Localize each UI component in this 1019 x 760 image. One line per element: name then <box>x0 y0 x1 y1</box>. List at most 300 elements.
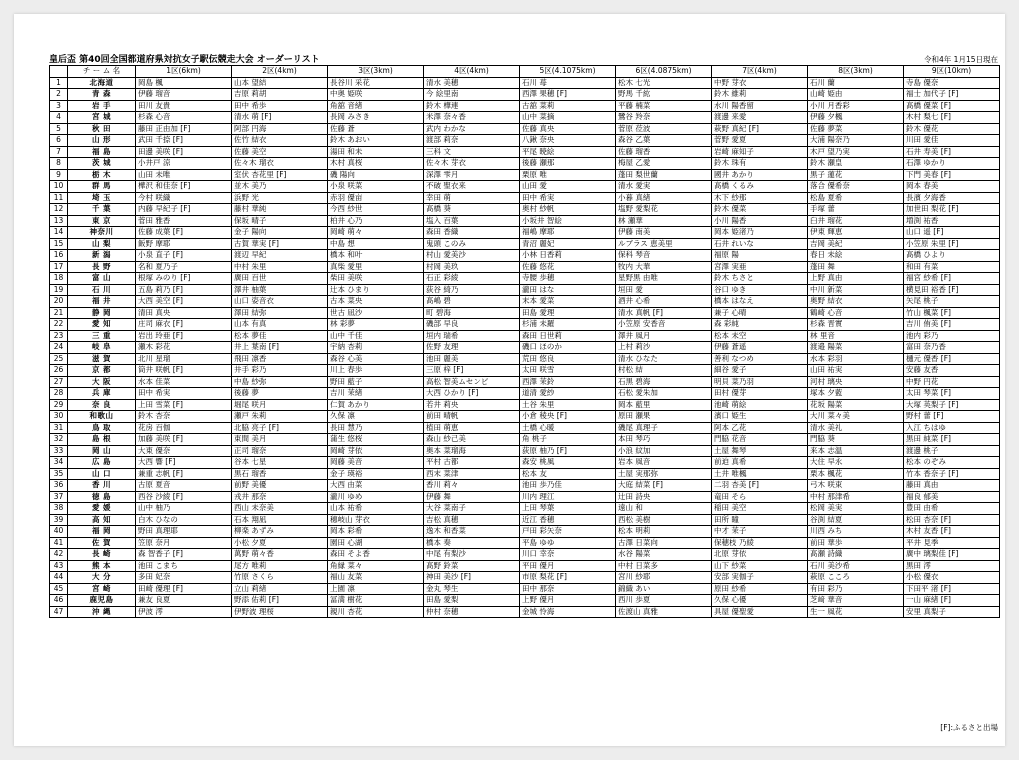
runner-leg-5: 角 桃子 <box>520 434 616 446</box>
runner-leg-6: 村松 結 <box>616 365 712 377</box>
runner-leg-2: 保坂 晴子 <box>232 215 328 227</box>
runner-leg-5: 西澤 果穂 [F] <box>520 89 616 101</box>
runner-leg-6: 菅原 莅波 <box>616 123 712 135</box>
runner-leg-6: 岡本 藍里 <box>616 399 712 411</box>
runner-leg-2: 小松 夕夏 <box>232 537 328 549</box>
runner-leg-9: 鈴木 優花 <box>904 123 1000 135</box>
runner-leg-9: 木村 友香 [F] <box>904 526 1000 538</box>
runner-leg-3: 岡本 彩希 <box>328 526 424 538</box>
runner-leg-6: 梅屋 乙愛 <box>616 158 712 170</box>
runner-leg-8: 石川 蘭 <box>808 77 904 89</box>
runner-leg-3: 磯 陽向 <box>328 169 424 181</box>
runner-leg-7: 菅野 愛夏 <box>712 135 808 147</box>
runner-leg-1: 笠原 奈月 <box>136 537 232 549</box>
runner-leg-7: 森 彩純 <box>712 319 808 331</box>
runner-leg-9: 寺島 優奈 <box>904 77 1000 89</box>
runner-leg-9: 渡邊 桃子 <box>904 445 1000 457</box>
runner-leg-4: 髙嶋 碧 <box>424 296 520 308</box>
row-number: 37 <box>50 491 68 503</box>
runner-leg-5: 西澤 茉鈴 <box>520 376 616 388</box>
runner-leg-6: 宮川 紗耶 <box>616 572 712 584</box>
row-number: 38 <box>50 503 68 515</box>
runner-leg-7: 善利 なつめ <box>712 353 808 365</box>
runner-leg-5: 平田 優月 <box>520 560 616 572</box>
table-row <box>50 215 1000 227</box>
runner-leg-1: 庄司 麻衣 [F] <box>136 319 232 331</box>
row-number: 18 <box>50 273 68 285</box>
runner-leg-8: 萩原 こころ <box>808 572 904 584</box>
table-header-row <box>50 66 1000 78</box>
runner-leg-9: 太田 琴菜 [F] <box>904 388 1000 400</box>
runner-leg-6: 鷺谷 羚奈 <box>616 112 712 124</box>
runner-leg-6: 星野黒 由唯 <box>616 273 712 285</box>
runner-leg-6: 辻田 詩央 <box>616 491 712 503</box>
runner-leg-9: 豊田 由希 <box>904 503 1000 515</box>
runner-leg-2: 山本 望結 <box>232 77 328 89</box>
runner-leg-4: 塩入 百葉 <box>424 215 520 227</box>
runner-leg-5: 杉浦 未羅 <box>520 319 616 331</box>
team-name: 愛 媛 <box>68 503 136 515</box>
runner-leg-9: 安藤 友香 <box>904 365 1000 377</box>
runner-leg-7: 山下 紗菜 <box>712 560 808 572</box>
table-row <box>50 307 1000 319</box>
runner-leg-8: 松岡 美実 <box>808 503 904 515</box>
table-row <box>50 204 1000 216</box>
runner-leg-2: 清水 萌 [F] <box>232 112 328 124</box>
runner-leg-1: 飯野 摩耶 <box>136 238 232 250</box>
runner-leg-4: 香川 莉々 <box>424 480 520 492</box>
runner-leg-1: 田川 友貴 <box>136 100 232 112</box>
runner-leg-6: 酒井 心希 <box>616 296 712 308</box>
runner-leg-4: 鬼頭 このみ <box>424 238 520 250</box>
team-name: 香 川 <box>68 480 136 492</box>
runner-leg-4: 深澤 雫月 <box>424 169 520 181</box>
row-number: 3 <box>50 100 68 112</box>
runner-leg-3: 柏井 心乃 <box>328 215 424 227</box>
runner-leg-4: 金丸 琴生 <box>424 583 520 595</box>
runner-leg-5: 太田 咲雪 <box>520 365 616 377</box>
runner-leg-1: 白木 ひなの <box>136 514 232 526</box>
header-leg-1: 1区(6km) <box>136 66 232 78</box>
team-name: 大 阪 <box>68 376 136 388</box>
runner-leg-3: 角縁 菜々 <box>328 560 424 572</box>
runner-leg-2: 田中 希歩 <box>232 100 328 112</box>
team-name: 千 葉 <box>68 204 136 216</box>
row-number: 11 <box>50 192 68 204</box>
runner-leg-8: 小川 月香彩 <box>808 100 904 112</box>
table-row <box>50 503 1000 515</box>
runner-leg-9: 安里 真梨子 <box>904 606 1000 618</box>
runner-leg-5: 寺腰 歩穂 <box>520 273 616 285</box>
team-name: 岐 阜 <box>68 342 136 354</box>
runner-leg-5: 佐藤 真央 <box>520 123 616 135</box>
runner-leg-5: 佐藤 悠花 <box>520 261 616 273</box>
runner-leg-8: 臼井 瑠花 <box>808 215 904 227</box>
runner-leg-7: 原田 紗希 <box>712 583 808 595</box>
table-row <box>50 411 1000 423</box>
table-row <box>50 572 1000 584</box>
table-row <box>50 181 1000 193</box>
runner-leg-4: 橋本 奏 <box>424 537 520 549</box>
runner-leg-8: 佐藤 夢菜 <box>808 123 904 135</box>
row-number: 19 <box>50 284 68 296</box>
runner-leg-6: 遠山 和 <box>616 503 712 515</box>
runner-leg-4: 幸田 萌 <box>424 192 520 204</box>
row-number: 24 <box>50 342 68 354</box>
runner-leg-4: 池田 麗美 <box>424 353 520 365</box>
runner-leg-2: 佐竹 結衣 <box>232 135 328 147</box>
table-row <box>50 468 1000 480</box>
runner-leg-4: 大谷 菜南子 <box>424 503 520 515</box>
runner-leg-3: 橋本 和叶 <box>328 250 424 262</box>
runner-leg-5: 小林 日香莉 <box>520 250 616 262</box>
runner-leg-3: 佐藤 蒼 <box>328 123 424 135</box>
runner-leg-4: 中尾 有梨沙 <box>424 549 520 561</box>
runner-leg-8: 弓木 咲束 <box>808 480 904 492</box>
runner-leg-4: 吉松 真穂 <box>424 514 520 526</box>
runner-leg-6: 清水 真帆 [F] <box>616 307 712 319</box>
runner-leg-1: 瀬木 彩花 <box>136 342 232 354</box>
runner-leg-9: 和田 有菜 <box>904 261 1000 273</box>
team-name: 熊 本 <box>68 560 136 572</box>
runner-leg-9: 小笠原 朱里 [F] <box>904 238 1000 250</box>
runner-leg-2: 瀬戸 朱莉 <box>232 411 328 423</box>
runner-leg-9: 吉川 侑美 [F] <box>904 319 1000 331</box>
runner-leg-2: 立山 莉緒 <box>232 583 328 595</box>
runner-leg-5: 小坂井 智絵 <box>520 215 616 227</box>
runner-leg-1: 小井戸 涼 <box>136 158 232 170</box>
runner-leg-2: 金子 陽向 <box>232 227 328 239</box>
runner-leg-7: 石井 れいな <box>712 238 808 250</box>
row-number: 31 <box>50 422 68 434</box>
runner-leg-5: 森安 桃風 <box>520 457 616 469</box>
runner-leg-3: 中奥 姫咲 <box>328 89 424 101</box>
runner-leg-9: 下門 美春 [F] <box>904 169 1000 181</box>
runner-leg-5: 道清 愛紗 <box>520 388 616 400</box>
runner-leg-3: 吉川 茉緒 <box>328 388 424 400</box>
team-name: 鹿児島 <box>68 595 136 607</box>
runner-leg-4: 清水 美穂 <box>424 77 520 89</box>
runner-leg-6: 小暮 真緒 <box>616 192 712 204</box>
runner-leg-2: 山口 姿音衣 <box>232 296 328 308</box>
runner-leg-3: 親川 杏花 <box>328 606 424 618</box>
runner-leg-4: 村山 愛美沙 <box>424 250 520 262</box>
runner-leg-1: 根塚 みのり [F] <box>136 273 232 285</box>
table-row <box>50 330 1000 342</box>
team-name: 京 都 <box>68 365 136 377</box>
team-name: 岩 手 <box>68 100 136 112</box>
runner-leg-8: 伊東 輝恵 <box>808 227 904 239</box>
runner-leg-3: 鈴木 あおい <box>328 135 424 147</box>
runner-leg-7: 稲田 美空 <box>712 503 808 515</box>
runner-leg-2: 中村 朱里 <box>232 261 328 273</box>
runner-leg-8: 栗本 楓花 <box>808 468 904 480</box>
runner-leg-9: 平井 見季 <box>904 537 1000 549</box>
runner-leg-4: 米澤 奈々香 <box>424 112 520 124</box>
runner-leg-5: 戸田 彩矢奈 <box>520 526 616 538</box>
runner-leg-9: 中野 円花 <box>904 376 1000 388</box>
runner-leg-9: 加世田 梨花 [F] <box>904 204 1000 216</box>
runner-leg-4: 佐々木 芽衣 <box>424 158 520 170</box>
table-row <box>50 491 1000 503</box>
runner-leg-7: 福原 陽 <box>712 250 808 262</box>
team-name: 秋 田 <box>68 123 136 135</box>
runner-leg-8: 上野 真由 <box>808 273 904 285</box>
runner-leg-7: 具屋 優聖愛 <box>712 606 808 618</box>
table-row <box>50 549 1000 561</box>
team-name: 長 崎 <box>68 549 136 561</box>
team-name: 東 京 <box>68 215 136 227</box>
runner-leg-9: 矢尾 桃子 <box>904 296 1000 308</box>
runner-leg-9: 黒田 純菜 [F] <box>904 434 1000 446</box>
runner-leg-6: 松本 明莉 <box>616 526 712 538</box>
runner-leg-1: 大西 美空 [F] <box>136 296 232 308</box>
team-name: 長 野 <box>68 261 136 273</box>
runner-leg-2: 飛田 凛香 <box>232 353 328 365</box>
runner-leg-6: 土屋 実那弥 <box>616 468 712 480</box>
runner-leg-2: 佐藤 美空 <box>232 146 328 158</box>
runner-leg-6: 塩野 愛梨花 <box>616 204 712 216</box>
runner-leg-6: 佐渡山 真雅 <box>616 606 712 618</box>
runner-leg-3: 森谷 心美 <box>328 353 424 365</box>
table-row <box>50 192 1000 204</box>
runner-leg-7: 二羽 杏美 [F] <box>712 480 808 492</box>
team-name: 群 馬 <box>68 181 136 193</box>
team-name: 奈 良 <box>68 399 136 411</box>
runner-leg-8: 塚本 夕藍 <box>808 388 904 400</box>
runner-leg-7: 保穂枝 乃綾 <box>712 537 808 549</box>
header-leg-6: 6区(4.0875km) <box>616 66 712 78</box>
table-row <box>50 537 1000 549</box>
runner-leg-8: 大住 早永 <box>808 457 904 469</box>
runner-leg-8: 春日 未絵 <box>808 250 904 262</box>
row-number: 32 <box>50 434 68 446</box>
team-name: 徳 島 <box>68 491 136 503</box>
table-row <box>50 606 1000 618</box>
runner-leg-9: 福士 加代子 [F] <box>904 89 1000 101</box>
runner-leg-1: 大西 響 [F] <box>136 457 232 469</box>
runner-leg-8: 杉森 晋實 <box>808 319 904 331</box>
runner-leg-5: 平尾 暁絵 <box>520 146 616 158</box>
runner-leg-1: 多田 妃奈 <box>136 572 232 584</box>
row-number: 8 <box>50 158 68 170</box>
runner-leg-9: 廣中 璃梨佳 [F] <box>904 549 1000 561</box>
runner-leg-4: 荻谷 綺乃 <box>424 284 520 296</box>
row-number: 22 <box>50 319 68 331</box>
team-name: 高 知 <box>68 514 136 526</box>
runner-leg-7: 兼子 心晴 <box>712 307 808 319</box>
runner-leg-7: 鈴木 維莉 <box>712 89 808 101</box>
runner-leg-8: 芝﨑 華音 <box>808 595 904 607</box>
table-row <box>50 434 1000 446</box>
runner-leg-9: 松本 のぞみ <box>904 457 1000 469</box>
team-name: 佐 賀 <box>68 537 136 549</box>
runner-leg-7: 鈴木 優菜 <box>712 204 808 216</box>
team-name: 山 形 <box>68 135 136 147</box>
runner-leg-7: 岡本 姫渚乃 <box>712 227 808 239</box>
row-number: 40 <box>50 526 68 538</box>
runner-leg-3: 宇納 杏莉 <box>328 342 424 354</box>
runner-leg-2: 堀尾 咲月 <box>232 399 328 411</box>
runner-leg-1: 伊藤 瑠音 <box>136 89 232 101</box>
runner-leg-7: 伊藤 蒼遥 <box>712 342 808 354</box>
runner-leg-2: 西山 未奈美 <box>232 503 328 515</box>
table-row <box>50 169 1000 181</box>
runner-leg-5: 上田 琴葉 <box>520 503 616 515</box>
row-number: 9 <box>50 169 68 181</box>
runner-leg-8: 山崎 姫由 <box>808 89 904 101</box>
runner-leg-3: 小泉 咲菜 <box>328 181 424 193</box>
team-name: 神奈川 <box>68 227 136 239</box>
runner-leg-3: 角舘 音緒 <box>328 100 424 112</box>
team-name: 埼 玉 <box>68 192 136 204</box>
team-name: 栃 木 <box>68 169 136 181</box>
runner-leg-7: 土屋 舞琴 <box>712 445 808 457</box>
footer-note: [F]:ふるさと出場 <box>940 723 998 732</box>
runner-leg-3: 辻本 ひまり <box>328 284 424 296</box>
runner-leg-7: 久保 心優 <box>712 595 808 607</box>
runner-leg-8: 大川 菜々美 <box>808 411 904 423</box>
row-number: 28 <box>50 388 68 400</box>
table-row <box>50 250 1000 262</box>
runner-leg-8: 手塚 蕾 <box>808 204 904 216</box>
runner-leg-3: 古本 菜央 <box>328 296 424 308</box>
runner-leg-5: 奥村 紗帆 <box>520 204 616 216</box>
table-row <box>50 123 1000 135</box>
runner-leg-3: 岡崎 萌々 <box>328 227 424 239</box>
runner-leg-1: 田邊 美咲 [F] <box>136 146 232 158</box>
runner-leg-3: 福山 友菜 <box>328 572 424 584</box>
runner-leg-7: 水川 陽香留 <box>712 100 808 112</box>
header-leg-8: 8区(3km) <box>808 66 904 78</box>
runner-leg-3: 岡藤 美音 <box>328 457 424 469</box>
runner-leg-2: 澤井 柚葉 <box>232 284 328 296</box>
runner-leg-9: 長濱 夕海香 <box>904 192 1000 204</box>
runner-leg-8: 吉岡 美紀 <box>808 238 904 250</box>
team-name: 大 分 <box>68 572 136 584</box>
runner-leg-5: 田中 希実 <box>520 192 616 204</box>
row-number: 46 <box>50 595 68 607</box>
team-name: 鳥 取 <box>68 422 136 434</box>
runner-leg-5: 青沼 麗妃 <box>520 238 616 250</box>
table-row <box>50 514 1000 526</box>
row-number: 7 <box>50 146 68 158</box>
row-number: 10 <box>50 181 68 193</box>
runner-leg-8: 鈴木 瀬皇 <box>808 158 904 170</box>
runner-leg-4: 西末 菜津 <box>424 468 520 480</box>
team-name: 宮 城 <box>68 112 136 124</box>
row-number: 2 <box>50 89 68 101</box>
runner-leg-4: 伊藤 舞 <box>424 491 520 503</box>
row-number: 14 <box>50 227 68 239</box>
runner-leg-6: 大庭 結菜 [F] <box>616 480 712 492</box>
runner-leg-3: 蒲生 悠桜 <box>328 434 424 446</box>
header-leg-9: 9区(10km) <box>904 66 1000 78</box>
table-row <box>50 422 1000 434</box>
runner-leg-7: 鈴木 珠有 <box>712 158 808 170</box>
runner-leg-1: 藤田 正由加 [F] <box>136 123 232 135</box>
team-name: 山 口 <box>68 468 136 480</box>
runner-leg-6: 石松 愛朱加 <box>616 388 712 400</box>
runner-leg-1: 今村 咲織 <box>136 192 232 204</box>
runner-leg-9: 下田平 渚 [F] <box>904 583 1000 595</box>
runner-leg-1: 筒井 咲帆 [F] <box>136 365 232 377</box>
runner-leg-1: 五島 莉乃 [F] <box>136 284 232 296</box>
runner-leg-9: 福良 郁美 <box>904 491 1000 503</box>
runner-leg-7: 國井 あかり <box>712 169 808 181</box>
runner-leg-1: 大東 優奈 <box>136 445 232 457</box>
table-row <box>50 353 1000 365</box>
runner-leg-2: 浜野 光 <box>232 192 328 204</box>
row-number: 6 <box>50 135 68 147</box>
runner-leg-4: 仲村 奈穂 <box>424 606 520 618</box>
team-name: 山 梨 <box>68 238 136 250</box>
runner-leg-4: 神田 美沙 [F] <box>424 572 520 584</box>
team-name: 兵 庫 <box>68 388 136 400</box>
runner-leg-3: 穗岐山 芽衣 <box>328 514 424 526</box>
runner-leg-2: 並木 美乃 <box>232 181 328 193</box>
runner-leg-1: 西谷 沙綾 [F] <box>136 491 232 503</box>
runner-leg-4: 三原 梓 [F] <box>424 365 520 377</box>
runner-leg-4: 平村 古都 <box>424 457 520 469</box>
runner-leg-9: 岡本 春美 <box>904 181 1000 193</box>
runner-leg-2: 藤村 華純 <box>232 204 328 216</box>
runner-leg-6: 垣田 愛 <box>616 284 712 296</box>
runner-leg-2: 前野 美優 <box>232 480 328 492</box>
runner-leg-1: 上田 雪菜 [F] <box>136 399 232 411</box>
runner-leg-2: 廣田 百世 <box>232 273 328 285</box>
runner-leg-3: 中島 想 <box>328 238 424 250</box>
runner-leg-4: 森田 香織 <box>424 227 520 239</box>
runner-leg-8: 伊藤 夕楓 <box>808 112 904 124</box>
row-number: 21 <box>50 307 68 319</box>
runner-leg-6: 清水 愛実 <box>616 181 712 193</box>
row-number: 45 <box>50 583 68 595</box>
row-number: 30 <box>50 411 68 423</box>
runner-leg-5: 荻原 柚乃 [F] <box>520 445 616 457</box>
runner-leg-2: 東間 美月 <box>232 434 328 446</box>
runner-leg-4: 大西 ひかり [F] <box>424 388 520 400</box>
runner-leg-5: 川内 理江 <box>520 491 616 503</box>
row-number: 13 <box>50 215 68 227</box>
runner-leg-3: 柴田 美咲 <box>328 273 424 285</box>
table-row <box>50 146 1000 158</box>
runner-leg-5: 磯口 ほのか <box>520 342 616 354</box>
runner-leg-8: 大浦 陽奈乃 <box>808 135 904 147</box>
runner-leg-8: 木戸 望乃実 <box>808 146 904 158</box>
runner-leg-3: 上園 凛 <box>328 583 424 595</box>
runner-leg-6: 松木 七光 <box>616 77 712 89</box>
runner-leg-8: 松島 夏希 <box>808 192 904 204</box>
runner-leg-2: 渡辺 早紀 <box>232 250 328 262</box>
runner-leg-5: 古舘 菜莉 <box>520 100 616 112</box>
row-number: 15 <box>50 238 68 250</box>
runner-leg-2: 黒石 瑠香 <box>232 468 328 480</box>
row-number: 20 <box>50 296 68 308</box>
runner-leg-2: 正司 瑠奈 <box>232 445 328 457</box>
runner-leg-6: 伊藤 南美 <box>616 227 712 239</box>
runner-leg-4: 石正 彩綾 <box>424 273 520 285</box>
runner-leg-1: 伊波 澪 <box>136 606 232 618</box>
table-row <box>50 595 1000 607</box>
runner-leg-2: 室伏 杏花里 [F] <box>232 169 328 181</box>
runner-leg-1: 池田 こまち <box>136 560 232 572</box>
row-number: 12 <box>50 204 68 216</box>
runner-leg-3: 木村 真桜 <box>328 158 424 170</box>
runner-leg-9: 野村 蕾 [F] <box>904 411 1000 423</box>
runner-leg-9: 入江 ちはゆ <box>904 422 1000 434</box>
runner-leg-7: 鈴木 ちさと <box>712 273 808 285</box>
